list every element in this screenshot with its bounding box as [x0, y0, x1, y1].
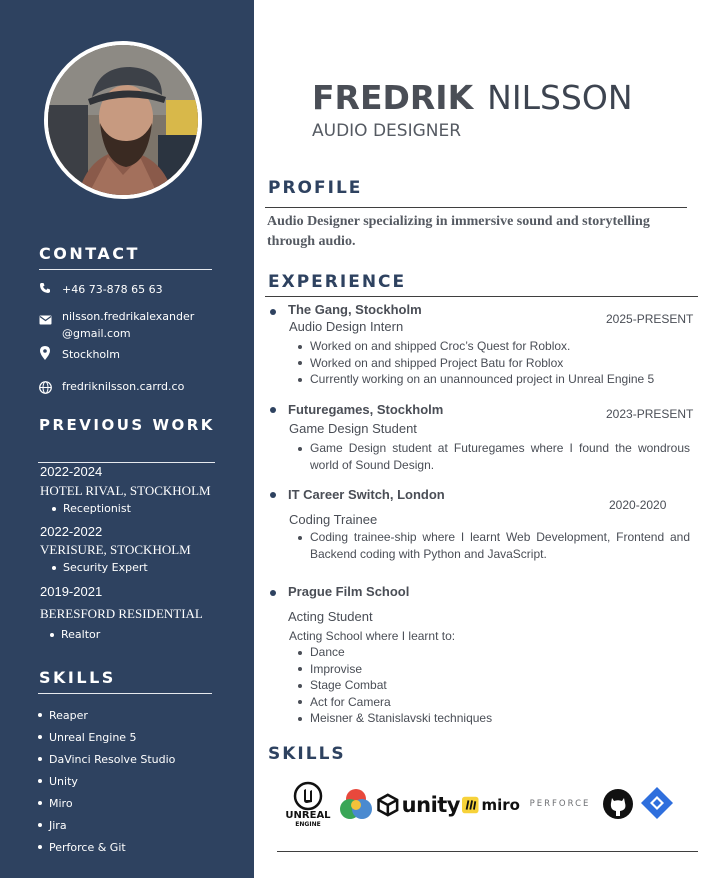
skills-logos	[280, 778, 690, 830]
contact-divider	[39, 269, 212, 270]
globe-icon	[38, 380, 52, 394]
first-name: FREDRIK	[312, 78, 474, 117]
experience-bullet: Game Design student at Futuregames where I found the wondrous world of Sound Design.	[310, 441, 690, 472]
previous-work-company: HOTEL RIVAL, STOCKHOLM	[40, 483, 211, 498]
github-icon	[600, 786, 636, 822]
experience-bullet: Dance	[310, 644, 690, 661]
skills-divider	[38, 693, 212, 694]
unity-logo: unity	[376, 788, 460, 822]
last-name: NILSSON	[487, 78, 633, 117]
perforce-logo: PERFORCE	[529, 799, 591, 809]
previous-work-role: Receptionist	[52, 502, 131, 515]
experience-bullets	[310, 644, 690, 727]
experience-bullet: Worked on and shipped Project Batu for Roblox	[310, 355, 690, 372]
profile-summary: Audio Designer specializing in immersive sound and storytelling through audio.	[267, 214, 650, 249]
job-title: AUDIO DESIGNER	[312, 121, 462, 141]
skills-heading: SKILLS	[39, 668, 116, 687]
skill-item: Miro	[38, 792, 175, 814]
experience-bullet: Stage Combat	[310, 677, 690, 694]
skill-item: DaVinci Resolve Studio	[38, 748, 175, 770]
skill-item: Reaper	[38, 704, 175, 726]
email-line-1: nilsson.fredrikalexander	[62, 310, 195, 323]
experience-bullet: Meisner & Stanislavski techniques	[310, 710, 690, 727]
previous-work-dates: 2022-2022	[40, 524, 103, 539]
contact-email	[38, 308, 248, 342]
experience-bullet: Worked on and shipped Croc’s Quest for Roblox.	[310, 338, 690, 355]
location-pin-icon	[38, 346, 52, 360]
experience-bullet: Improvise	[310, 661, 690, 678]
contact-phone	[38, 281, 248, 298]
contact-website	[38, 378, 248, 395]
miro-logo: miro	[462, 790, 520, 820]
experience-note: Acting School where I learnt to:	[289, 629, 456, 643]
experience-bullet: Coding trainee-ship where I learnt Web Development, Frontend and Backend coding with Python and JavaScript.	[310, 530, 690, 561]
previous-work-company: VERISURE, STOCKHOLM	[40, 542, 191, 557]
previous-work-role: Realtor	[50, 628, 100, 641]
profile-divider	[265, 207, 687, 208]
experience-dates: 2025-PRESENT	[606, 312, 694, 326]
profile-photo	[44, 41, 202, 199]
email-icon	[38, 313, 52, 327]
experience-divider	[265, 296, 698, 297]
bullet-dot	[50, 633, 54, 637]
location-text: Stockholm	[62, 348, 120, 361]
previous-work-divider	[38, 462, 215, 463]
skill-item: Unreal Engine 5	[38, 726, 175, 748]
skill-item: Perforce & Git	[38, 836, 175, 858]
previous-work-dates: 2019-2021	[40, 584, 103, 599]
experience-company: Prague Film School	[288, 584, 410, 599]
bullet-dot	[52, 507, 56, 511]
experience-marker	[270, 309, 276, 315]
phone-icon	[38, 281, 52, 295]
experience-marker	[270, 407, 276, 413]
experience-bullets	[310, 529, 690, 562]
experience-role: Game Design Student	[289, 421, 417, 436]
experience-bullet: Currently working on an unannounced project in Unreal Engine 5	[310, 371, 690, 388]
unreal-engine-logo: UNREAL ENGINE	[280, 778, 336, 830]
experience-role: Coding Trainee	[289, 512, 378, 527]
experience-role: Acting Student	[288, 609, 373, 624]
experience-bullet: Act for Camera	[310, 694, 690, 711]
experience-dates: 2023-PRESENT	[606, 407, 694, 421]
experience-company: Futuregames, Stockholm	[288, 402, 444, 417]
bullet-dot	[52, 566, 56, 570]
website-link[interactable]: fredriknilsson.carrd.co	[62, 380, 185, 393]
experience-bullets	[310, 440, 690, 473]
skill-item: Jira	[38, 814, 175, 836]
full-name	[312, 78, 633, 117]
contact-heading: CONTACT	[39, 244, 140, 263]
sidebar	[0, 0, 254, 878]
skills-list	[38, 704, 175, 858]
bottom-divider	[277, 851, 698, 852]
experience-dates: 2020-2020	[609, 498, 667, 512]
phone-number[interactable]: +46 73-878 65 63	[62, 283, 163, 296]
email-address[interactable]	[62, 308, 194, 342]
experience-marker	[270, 590, 276, 596]
contact-location	[38, 346, 248, 363]
experience-company: IT Career Switch, London	[288, 487, 445, 502]
davinci-resolve-logo	[338, 784, 374, 824]
experience-company: The Gang, Stockholm	[288, 302, 422, 317]
skill-item: Unity	[38, 770, 175, 792]
experience-marker	[270, 492, 276, 498]
previous-work-dates: 2022-2024	[40, 464, 103, 479]
jira-icon	[638, 784, 676, 822]
email-line-2: @gmail.com	[62, 327, 131, 340]
previous-work-heading: PREVIOUS WORK	[39, 416, 215, 434]
skills-logos-heading: SKILLS	[268, 744, 346, 764]
experience-heading: EXPERIENCE	[268, 272, 407, 292]
experience-role: Audio Design Intern	[289, 319, 404, 334]
profile-heading: PROFILE	[268, 178, 363, 198]
previous-work-company: BERESFORD RESIDENTIAL	[40, 606, 203, 621]
experience-bullets	[310, 338, 690, 388]
previous-work-role: Security Expert	[52, 561, 148, 574]
